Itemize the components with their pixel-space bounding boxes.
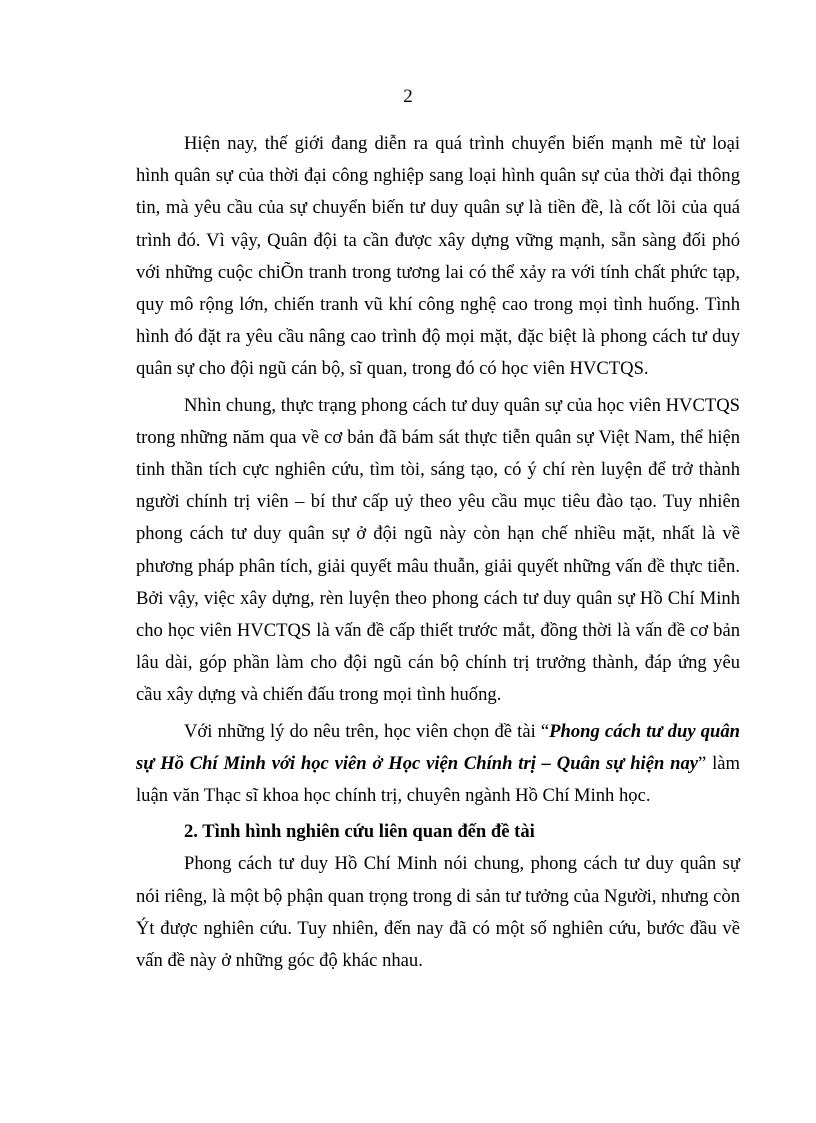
page-number: 2	[403, 86, 413, 107]
topic-intro-text: Với những lý do nêu trên, học viên chọn đề tài “	[184, 720, 550, 742]
topic-outro-text: ” làm luận văn Thạc sĩ khoa học chính trị, chuyên ngành Hồ Chí Minh học.	[136, 752, 740, 807]
paragraph-context: Hiện nay, thế giới đang diễn ra quá trình chuyển biến mạnh mẽ từ loại hình quân sự của thời đại công nghiệp sang loại hình quân sự của thời đại thông tin, mà yêu cầu của sự chuyển biến tư duy quân sự là tiền đề, là cốt lõi của quá trình đó. Vì vậy, Quân đội ta cần được xây dựng vững mạnh, sẵn sàng đối phó với những cuộc chiÕn tranh trong tương lai có thể xảy ra với tính chất phức tạp, quy mô rộng lớn, chiến tranh vũ khí công nghệ cao trong mọi tình huống. Tình hình đó đặt ra yêu cầu nâng cao trình độ mọi mặt, đặc biệt là phong cách tư duy quân sự cho đội ngũ cán bộ, sĩ quan, trong đó có học viên HVCTQS.	[136, 133, 740, 380]
thesis-title: Phong cách tư duy quân sự Hồ Chí Minh với học viên ở Học viện Chính trị – Quân sự hiện nay	[136, 720, 740, 774]
paragraph-topic-choice	[136, 716, 740, 813]
section-heading-2: 2. Tình hình nghiên cứu liên quan đến đề tài	[184, 821, 535, 843]
document-body	[136, 128, 740, 981]
paragraph-current-state: Nhìn chung, thực trạng phong cách tư duy quân sự của học viên HVCTQS trong những năm qua về cơ bản đã bám sát thực tiễn quân sự Việt Nam, thể hiện tinh thần tích cực nghiên cứu, tìm tòi, sáng tạo, có ý chí rèn luyện để trở thành người chính trị viên – bí thư cấp uỷ theo yêu cầu mục tiêu đào tạo. Tuy nhiên phong cách tư duy quân sự ở đội ngũ này còn hạn chế nhiều mặt, nhất là về phương pháp phân tích, giải quyết mâu thuẫn, giải quyết những vấn đề thực tiễn. Bởi vậy, việc xây dựng, rèn luyện theo phong cách tư duy quân sự Hồ Chí Minh cho học viên HVCTQS là vấn đề cấp thiết trước mắt, đồng thời là vấn đề cơ bản lâu dài, góp phần làm cho đội ngũ cán bộ chính trị trưởng thành, đáp ứng yêu cầu xây dựng và chiến đấu trong mọi tình huống.	[136, 394, 740, 706]
paragraph-research-overview: Phong cách tư duy Hồ Chí Minh nói chung, phong cách tư duy quân sự nói riêng, là một bộ phận quan trọng trong di sản tư tưởng của Người, nhưng còn Ýt được nghiên cứu. Tuy nhiên, đến nay đã có một số nghiên cứu, bước đầu về vấn đề này ở những góc độ khác nhau.	[136, 853, 740, 972]
